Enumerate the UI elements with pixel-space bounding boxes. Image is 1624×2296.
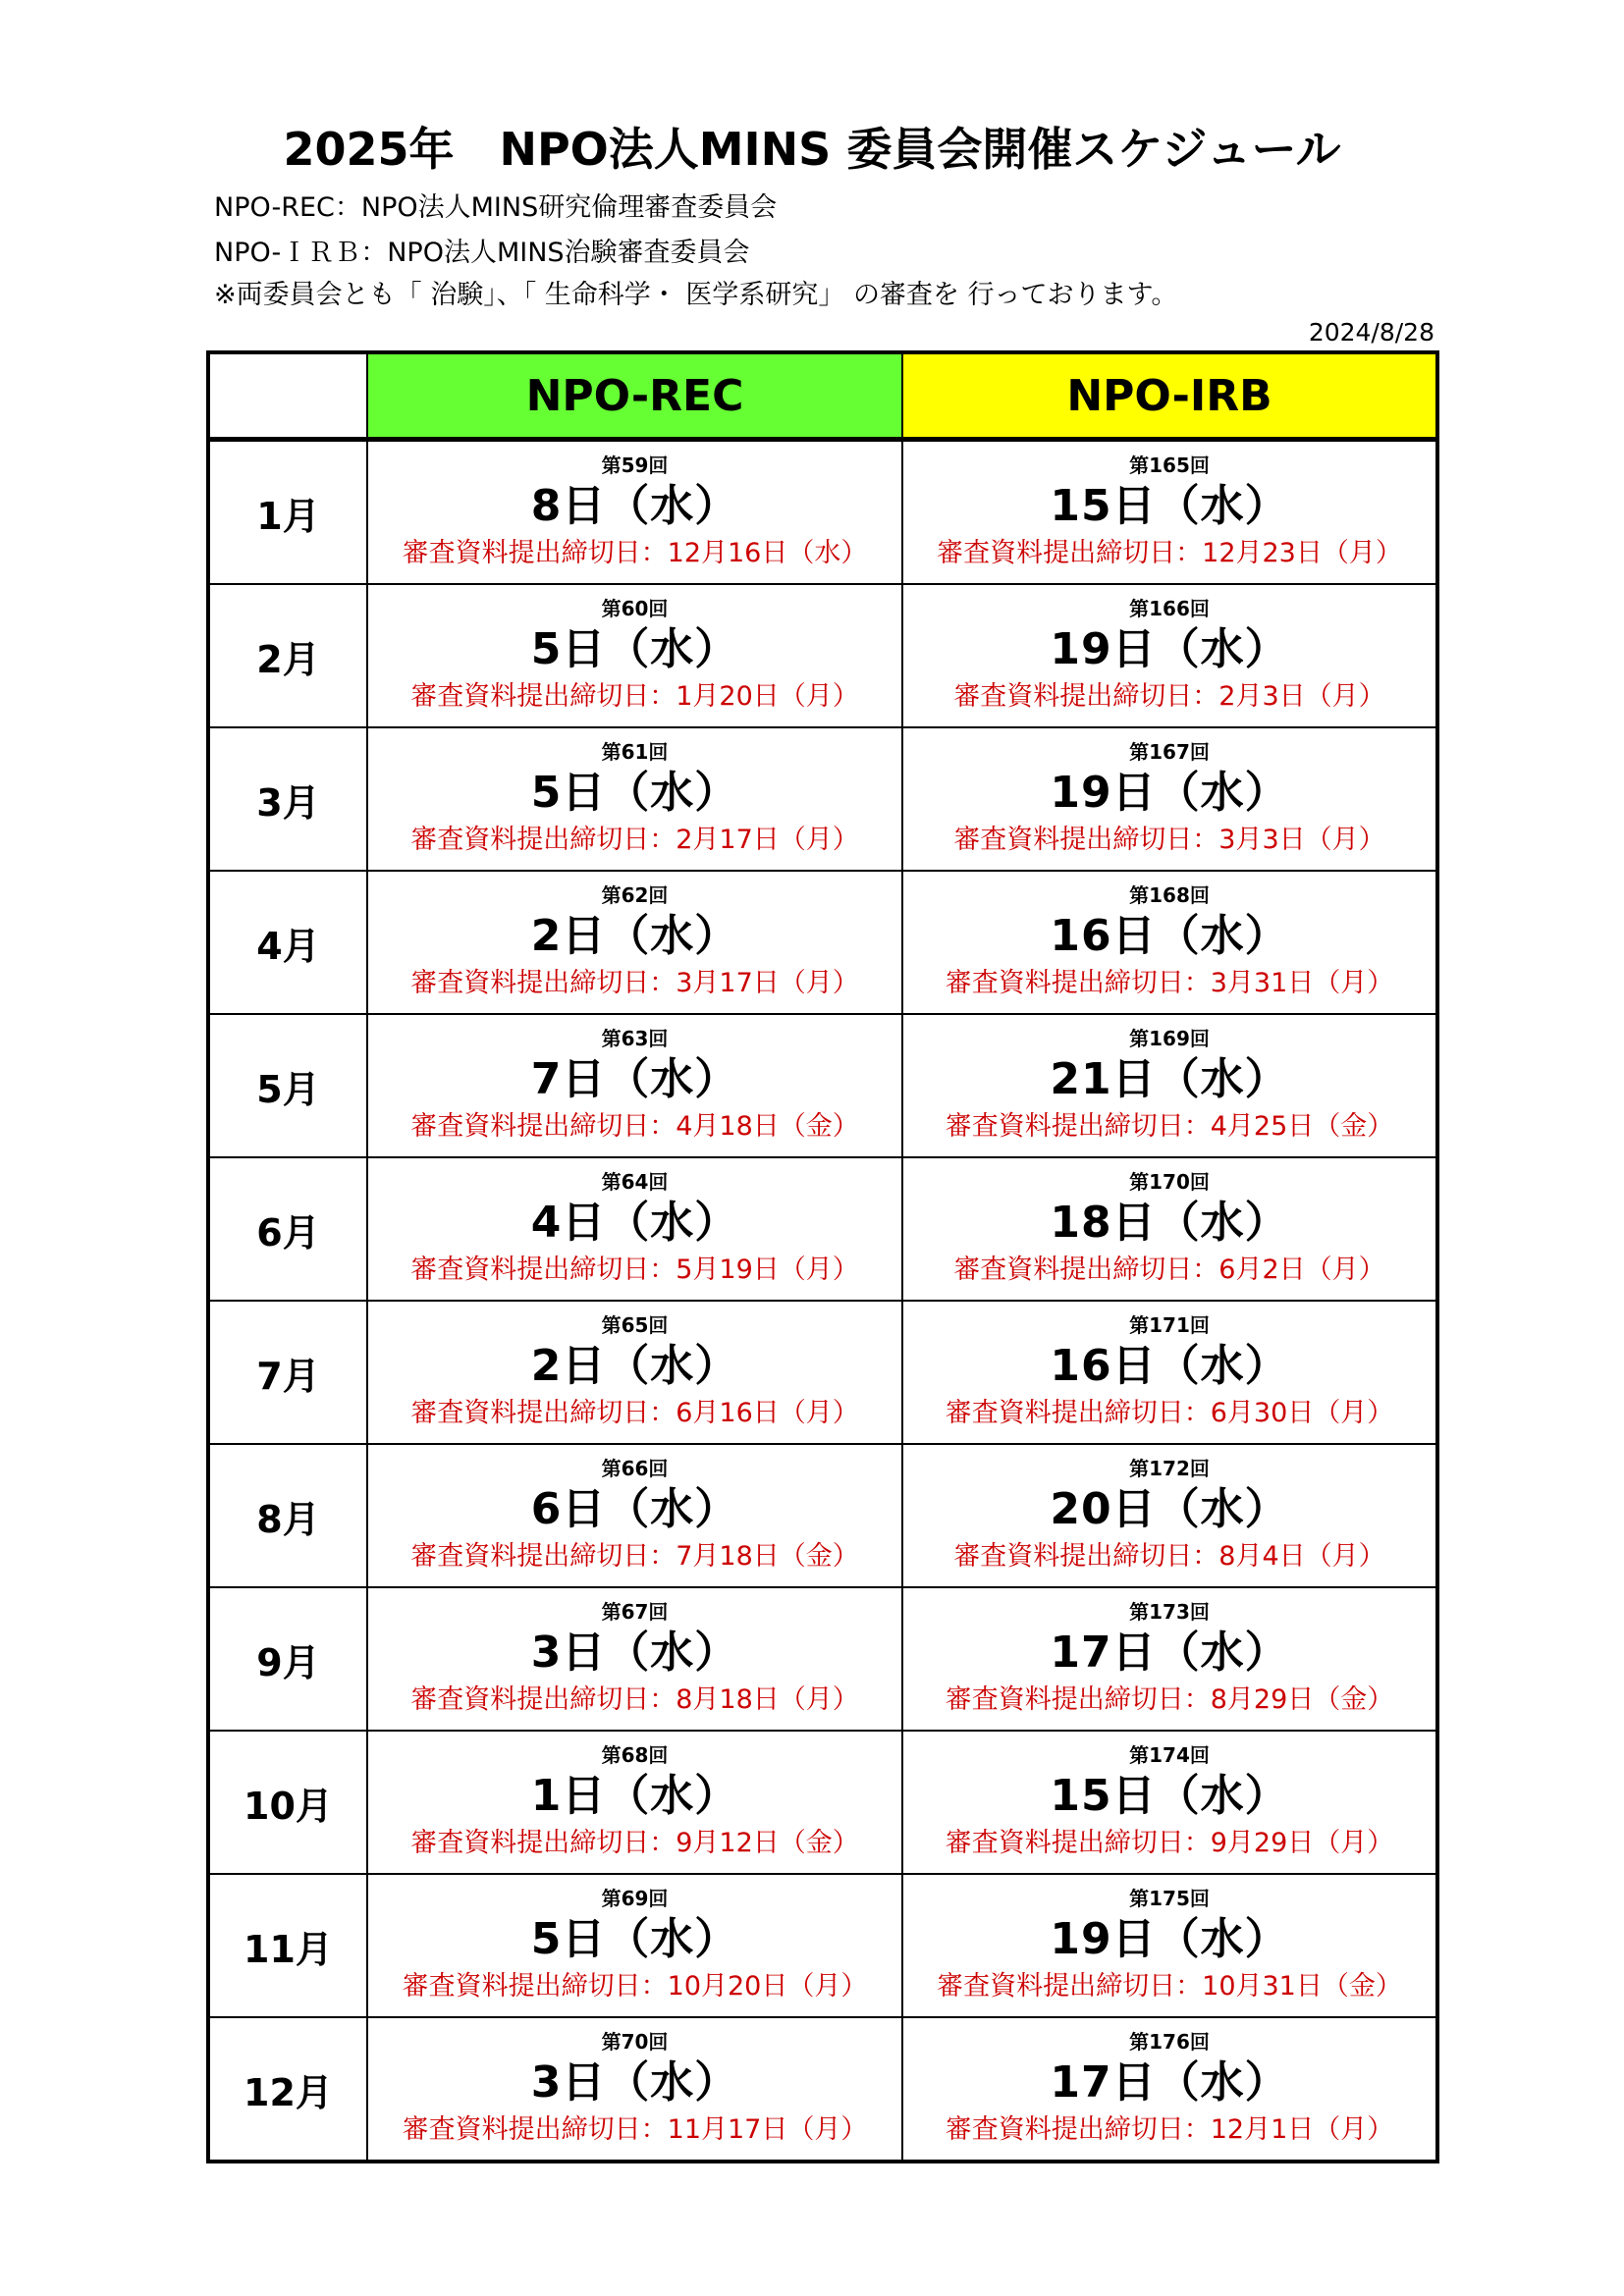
meeting-date: 5日（水） xyxy=(530,768,739,818)
rec-meeting-cell xyxy=(367,1444,902,1587)
session-number: 第60回 xyxy=(601,597,669,620)
note-rec-definition: NPO-REC：NPO法人MINS研究倫理審査委員会 xyxy=(214,192,778,223)
rec-meeting-cell xyxy=(367,871,902,1014)
irb-meeting-cell xyxy=(902,584,1437,727)
month-cell: 8月 xyxy=(208,1444,367,1587)
session-number: 第68回 xyxy=(601,1743,669,1767)
irb-meeting-cell xyxy=(902,1444,1437,1587)
month-cell: 9月 xyxy=(208,1587,367,1731)
table-row xyxy=(208,1014,1437,1157)
session-number: 第170回 xyxy=(1129,1170,1210,1194)
session-number: 第173回 xyxy=(1129,1600,1210,1624)
session-number: 第167回 xyxy=(1129,740,1210,764)
meeting-date: 17日（水） xyxy=(1050,1628,1289,1678)
submission-deadline: 審査資料提出締切日：12月16日（水） xyxy=(402,538,868,568)
meeting-date: 5日（水） xyxy=(530,624,739,674)
irb-meeting-cell xyxy=(902,440,1437,585)
irb-meeting-cell xyxy=(902,1014,1437,1157)
rec-meeting-cell xyxy=(367,1157,902,1301)
revision-date: 2024/8/28 xyxy=(1308,318,1435,347)
submission-deadline: 審査資料提出締切日：6月2日（月） xyxy=(953,1255,1385,1285)
meeting-date: 19日（水） xyxy=(1050,624,1289,674)
meeting-date: 17日（水） xyxy=(1050,2057,1289,2108)
irb-meeting-cell xyxy=(902,1587,1437,1731)
submission-deadline: 審査資料提出締切日：6月16日（月） xyxy=(410,1398,859,1428)
session-number: 第168回 xyxy=(1129,883,1210,907)
meeting-date: 19日（水） xyxy=(1050,768,1289,818)
session-number: 第169回 xyxy=(1129,1027,1210,1050)
submission-deadline: 審査資料提出締切日：5月19日（月） xyxy=(410,1255,859,1285)
meeting-date: 2日（水） xyxy=(530,1341,739,1391)
irb-meeting-cell xyxy=(902,1301,1437,1444)
month-cell: 7月 xyxy=(208,1301,367,1444)
meeting-date: 8日（水） xyxy=(530,481,739,531)
table-row xyxy=(208,871,1437,1014)
submission-deadline: 審査資料提出締切日：10月31日（金） xyxy=(937,1971,1402,2002)
submission-deadline: 審査資料提出締切日：3月31日（月） xyxy=(945,968,1394,998)
meeting-date: 19日（水） xyxy=(1050,1914,1289,1964)
month-cell: 10月 xyxy=(208,1731,367,1874)
month-cell: 11月 xyxy=(208,1874,367,2017)
rec-meeting-cell xyxy=(367,1731,902,1874)
session-number: 第165回 xyxy=(1129,454,1210,477)
submission-deadline: 審査資料提出締切日：12月23日（月） xyxy=(937,538,1402,568)
session-number: 第175回 xyxy=(1129,1887,1210,1910)
month-cell: 3月 xyxy=(208,727,367,871)
submission-deadline: 審査資料提出締切日：4月25日（金） xyxy=(945,1111,1394,1142)
meeting-date: 16日（水） xyxy=(1050,911,1289,961)
table-row xyxy=(208,1587,1437,1731)
meeting-date: 18日（水） xyxy=(1050,1198,1289,1248)
session-number: 第176回 xyxy=(1129,2030,1210,2054)
meeting-date: 21日（水） xyxy=(1050,1054,1289,1104)
meeting-date: 6日（水） xyxy=(530,1484,739,1534)
table-row xyxy=(208,440,1437,585)
meeting-date: 2日（水） xyxy=(530,911,739,961)
session-number: 第166回 xyxy=(1129,597,1210,620)
meeting-date: 4日（水） xyxy=(530,1198,739,1248)
submission-deadline: 審査資料提出締切日：2月17日（月） xyxy=(410,825,859,855)
schedule-body xyxy=(208,440,1437,2163)
meeting-date: 3日（水） xyxy=(530,1628,739,1678)
schedule-table xyxy=(206,350,1439,2163)
session-number: 第61回 xyxy=(601,740,669,764)
meeting-date: 15日（水） xyxy=(1050,481,1289,531)
header-npo-irb: NPO-IRB xyxy=(902,352,1437,440)
session-number: 第66回 xyxy=(601,1457,669,1480)
submission-deadline: 審査資料提出締切日：7月18日（金） xyxy=(410,1541,859,1572)
table-row xyxy=(208,1157,1437,1301)
submission-deadline: 審査資料提出締切日：8月29日（金） xyxy=(945,1684,1394,1715)
session-number: 第172回 xyxy=(1129,1457,1210,1480)
session-number: 第69回 xyxy=(601,1887,669,1910)
session-number: 第59回 xyxy=(601,454,669,477)
table-row xyxy=(208,1731,1437,1874)
irb-meeting-cell xyxy=(902,1874,1437,2017)
irb-meeting-cell xyxy=(902,871,1437,1014)
submission-deadline: 審査資料提出締切日：9月29日（月） xyxy=(945,1828,1394,1858)
meeting-date: 20日（水） xyxy=(1050,1484,1289,1534)
meeting-date: 1日（水） xyxy=(530,1771,739,1821)
meeting-date: 7日（水） xyxy=(530,1054,739,1104)
meeting-date: 15日（水） xyxy=(1050,1771,1289,1821)
rec-meeting-cell xyxy=(367,584,902,727)
session-number: 第64回 xyxy=(601,1170,669,1194)
month-cell: 1月 xyxy=(208,440,367,585)
submission-deadline: 審査資料提出締切日：4月18日（金） xyxy=(410,1111,859,1142)
rec-meeting-cell xyxy=(367,2017,902,2162)
submission-deadline: 審査資料提出締切日：8月4日（月） xyxy=(953,1541,1385,1572)
submission-deadline: 審査資料提出締切日：9月12日（金） xyxy=(410,1828,859,1858)
session-number: 第62回 xyxy=(601,883,669,907)
meeting-date: 5日（水） xyxy=(530,1914,739,1964)
table-row xyxy=(208,2017,1437,2162)
submission-deadline: 審査資料提出締切日：1月20日（月） xyxy=(410,681,859,712)
session-number: 第63回 xyxy=(601,1027,669,1050)
session-number: 第65回 xyxy=(601,1313,669,1337)
month-cell: 5月 xyxy=(208,1014,367,1157)
month-cell: 12月 xyxy=(208,2017,367,2162)
table-header-row xyxy=(208,352,1437,440)
submission-deadline: 審査資料提出締切日：2月3日（月） xyxy=(953,681,1385,712)
table-row xyxy=(208,1874,1437,2017)
irb-meeting-cell xyxy=(902,727,1437,871)
table-row xyxy=(208,1301,1437,1444)
table-row xyxy=(208,584,1437,727)
month-cell: 4月 xyxy=(208,871,367,1014)
session-number: 第67回 xyxy=(601,1600,669,1624)
table-row xyxy=(208,727,1437,871)
irb-meeting-cell xyxy=(902,1731,1437,1874)
meeting-date: 16日（水） xyxy=(1050,1341,1289,1391)
header-corner-cell xyxy=(208,352,367,440)
rec-meeting-cell xyxy=(367,1301,902,1444)
month-cell: 6月 xyxy=(208,1157,367,1301)
submission-deadline: 審査資料提出締切日：10月20日（月） xyxy=(402,1971,868,2002)
submission-deadline: 審査資料提出締切日：3月17日（月） xyxy=(410,968,859,998)
note-irb-definition: NPO-ＩＲＢ：NPO法人MINS治験審査委員会 xyxy=(214,238,750,268)
session-number: 第174回 xyxy=(1129,1743,1210,1767)
header-npo-rec: NPO-REC xyxy=(367,352,902,440)
rec-meeting-cell xyxy=(367,1874,902,2017)
month-cell: 2月 xyxy=(208,584,367,727)
note-review-scope: ※両委員会とも「 治験」、「 生命科学・ 医学系研究」 の審査を 行っております。 xyxy=(214,280,1178,310)
submission-deadline: 審査資料提出締切日：3月3日（月） xyxy=(953,825,1385,855)
meeting-date: 3日（水） xyxy=(530,2057,739,2108)
submission-deadline: 審査資料提出締切日：8月18日（月） xyxy=(410,1684,859,1715)
rec-meeting-cell xyxy=(367,1587,902,1731)
session-number: 第171回 xyxy=(1129,1313,1210,1337)
rec-meeting-cell xyxy=(367,440,902,585)
submission-deadline: 審査資料提出締切日：12月1日（月） xyxy=(945,2114,1394,2145)
irb-meeting-cell xyxy=(902,1157,1437,1301)
table-row xyxy=(208,1444,1437,1587)
submission-deadline: 審査資料提出締切日：11月17日（月） xyxy=(402,2114,868,2145)
rec-meeting-cell xyxy=(367,1014,902,1157)
session-number: 第70回 xyxy=(601,2030,669,2054)
submission-deadline: 審査資料提出締切日：6月30日（月） xyxy=(945,1398,1394,1428)
rec-meeting-cell xyxy=(367,727,902,871)
page-title: 2025年 NPO法人MINS 委員会開催スケジュール xyxy=(283,123,1341,176)
irb-meeting-cell xyxy=(902,2017,1437,2162)
